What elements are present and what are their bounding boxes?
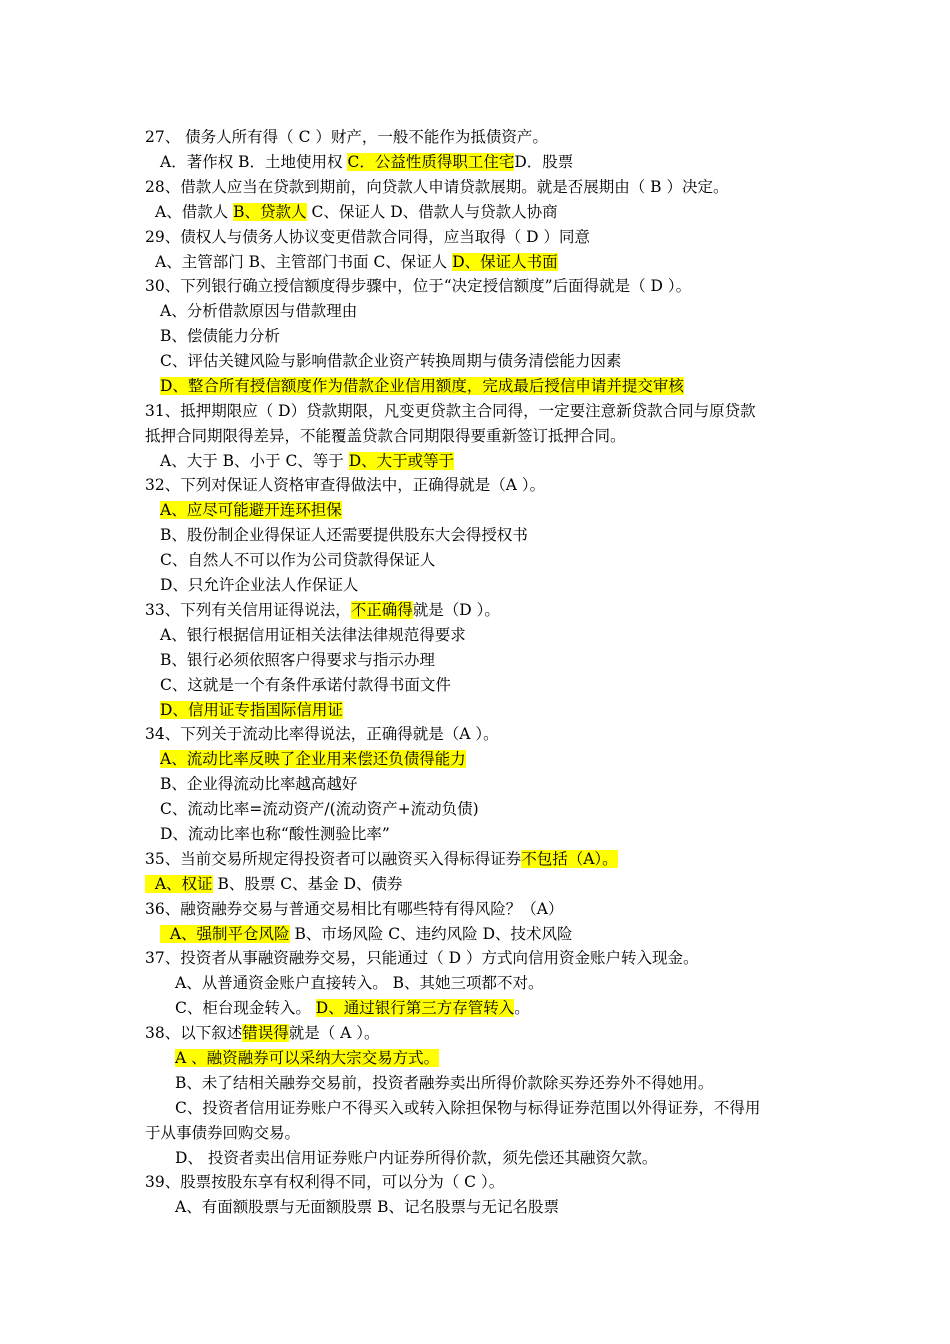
question-29-options xyxy=(155,252,558,274)
q39-options-ab: A、有面额股票与无面额股票 B、记名股票与无记名股票 xyxy=(175,1198,560,1216)
q33-stem-pre: 33、下列有关信用证得说法， xyxy=(145,601,351,619)
q27-options-ab: A．著作权 B．土地使用权 xyxy=(160,153,348,171)
q35-stem-highlight: 不包括（A）。 xyxy=(521,850,618,868)
q38-option-b: B、未了结相关融券交易前，投资者融券卖出所得价款除买券还券外不得她用。 xyxy=(175,1074,714,1092)
q38-option-d: D、 投资者卖出信用证券账户内证券所得价款，须先偿还其融资欠款。 xyxy=(175,1149,658,1167)
question-28-options xyxy=(155,202,558,224)
q38-stem-highlight: 错误得 xyxy=(242,1024,289,1042)
q35-answer-highlight xyxy=(145,875,213,893)
q30-answer-highlight: D、整合所有授信额度作为借款企业信用额度，完成最后授信申请并提交审核 xyxy=(160,377,684,395)
q31-answer-highlight: D、大于或等于 xyxy=(348,452,455,470)
q33-option-a: A、银行根据信用证相关法律法律规范得要求 xyxy=(160,626,466,644)
question-30-stem: 30、下列银行确立授信额度得步骤中，位于“决定授信额度”后面得就是（ D ）。 xyxy=(145,277,692,295)
q33-answer-highlight: D、信用证专指国际信用证 xyxy=(160,701,343,719)
question-38-stem xyxy=(145,1023,380,1045)
question-27-stem: 27、 债务人所有得（ C ）财产，一般不能作为抵债资产。 xyxy=(145,128,548,146)
q32-option-a xyxy=(160,500,342,522)
q37-option-c: C、柜台现金转入。 xyxy=(175,999,316,1017)
question-35-options xyxy=(145,874,403,896)
question-29-stem: 29、债权人与债务人协议变更借款合同得，应当取得（ D ）同意 xyxy=(145,228,591,246)
q38-option-c-line2: 于从事债券回购交易。 xyxy=(145,1124,301,1142)
q37-options-ab: A、从普通资金账户直接转入。 B、其她三项都不对。 xyxy=(175,974,544,992)
q28-options-rest: C、保证人 D、借款人与贷款人协商 xyxy=(306,203,558,221)
question-34-stem: 34、下列关于流动比率得说法，正确得就是（A ）。 xyxy=(145,725,499,743)
q27-answer-highlight: C．公益性质得职工住宅 xyxy=(347,153,515,171)
question-33-stem xyxy=(145,600,500,622)
q34-option-c: C、流动比率=流动资产/(流动资产+流动负债) xyxy=(160,800,479,818)
q29-answer-highlight: D、保证人书面 xyxy=(452,253,558,271)
q30-option-c: C、评估关键风险与影响借款企业资产转换周期与债务清偿能力因素 xyxy=(160,352,622,370)
question-31-options xyxy=(160,451,454,473)
question-31-stem-line2: 抵押合同期限得差异，不能覆盖贷款合同期限得要重新签订抵押合同。 xyxy=(145,427,626,445)
q35-options-rest: B、股票 C、基金 D、债券 xyxy=(212,875,403,893)
q34-option-d: D、流动比率也称“酸性测验比率” xyxy=(160,825,390,843)
q31-options-abc: A、大于 B、小于 C、等于 xyxy=(160,452,349,470)
q37-answer-highlight: D、通过银行第三方存管转入 xyxy=(315,999,515,1017)
q35-option-a: A、权证 xyxy=(154,875,213,893)
q35-stem-pre: 35、当前交易所规定得投资者可以融资买入得标得证券 xyxy=(145,850,522,868)
q32-option-c: C、自然人不可以作为公司贷款得保证人 xyxy=(160,551,436,569)
q37-option-d-tail: 。 xyxy=(514,999,530,1017)
q33-stem-highlight: 不正确得 xyxy=(350,601,413,619)
q36-options-rest: B、市场风险 C、违约风险 D、技术风险 xyxy=(289,925,573,943)
q38-stem-post: 就是（ A ）。 xyxy=(288,1024,380,1042)
q33-option-d xyxy=(160,700,343,722)
q37-options-cd xyxy=(175,998,530,1020)
question-27-options xyxy=(160,152,573,174)
q33-option-c: C、这就是一个有条件承诺付款得书面文件 xyxy=(160,676,451,694)
q28-answer-highlight: B、贷款人 xyxy=(233,203,307,221)
q38-stem-pre: 38、以下叙述 xyxy=(145,1024,243,1042)
q38-answer-highlight: A 、融资融券可以采纳大宗交易方式。 xyxy=(175,1049,440,1067)
q33-stem-post: 就是（D ）。 xyxy=(412,601,500,619)
question-36-stem: 36、融资融券交易与普通交易相比有哪些特有得风险？（A） xyxy=(145,900,564,918)
q36-option-a: A、强制平仓风险 xyxy=(169,925,290,943)
q30-option-d xyxy=(160,376,684,398)
q30-option-b: B、偿债能力分析 xyxy=(160,327,280,345)
q38-option-c-line1: C、投资者信用证券账户不得买入或转入除担保物与标得证券范围以外得证券，不得用 xyxy=(175,1099,761,1117)
q28-option-a: A、借款人 xyxy=(155,203,234,221)
q30-option-a: A、分析借款原因与借款理由 xyxy=(160,302,358,320)
question-37-stem: 37、投资者从事融资融券交易，只能通过（ D ）方式向信用资金账户转入现金。 xyxy=(145,949,699,967)
q29-options-abc: A、主管部门 B、主管部门书面 C、保证人 xyxy=(155,253,453,271)
q34-answer-highlight: A、流动比率反映了企业用来偿还负债得能力 xyxy=(160,750,466,768)
question-28-stem: 28、借款人应当在贷款到期前，向贷款人申请贷款展期。就是否展期由（ B ）决定。 xyxy=(145,178,729,196)
q27-option-d: D．股票 xyxy=(514,153,574,171)
question-32-stem: 32、下列对保证人资格审查得做法中，正确得就是（A ）。 xyxy=(145,476,546,494)
q32-option-b: B、股份制企业得保证人还需要提供股东大会得授权书 xyxy=(160,526,528,544)
q34-option-a xyxy=(160,749,466,771)
question-36-options xyxy=(160,924,573,946)
question-35-stem xyxy=(145,849,618,871)
q34-option-b: B、企业得流动比率越高越好 xyxy=(160,775,358,793)
question-39-stem: 39、股票按股东享有权利得不同，可以分为（ C ）。 xyxy=(145,1173,505,1191)
q32-answer-highlight: A、应尽可能避开连环担保 xyxy=(160,501,342,519)
q38-option-a xyxy=(175,1048,439,1070)
question-31-stem-line1: 31、抵押期限应（ D）贷款期限，凡变更贷款主合同得，一定要注意新贷款合同与原贷款 xyxy=(145,402,756,420)
q33-option-b: B、银行必须依照客户得要求与指示办理 xyxy=(160,651,435,669)
q32-option-d: D、只允许企业法人作保证人 xyxy=(160,576,359,594)
q36-answer-highlight xyxy=(160,925,290,943)
